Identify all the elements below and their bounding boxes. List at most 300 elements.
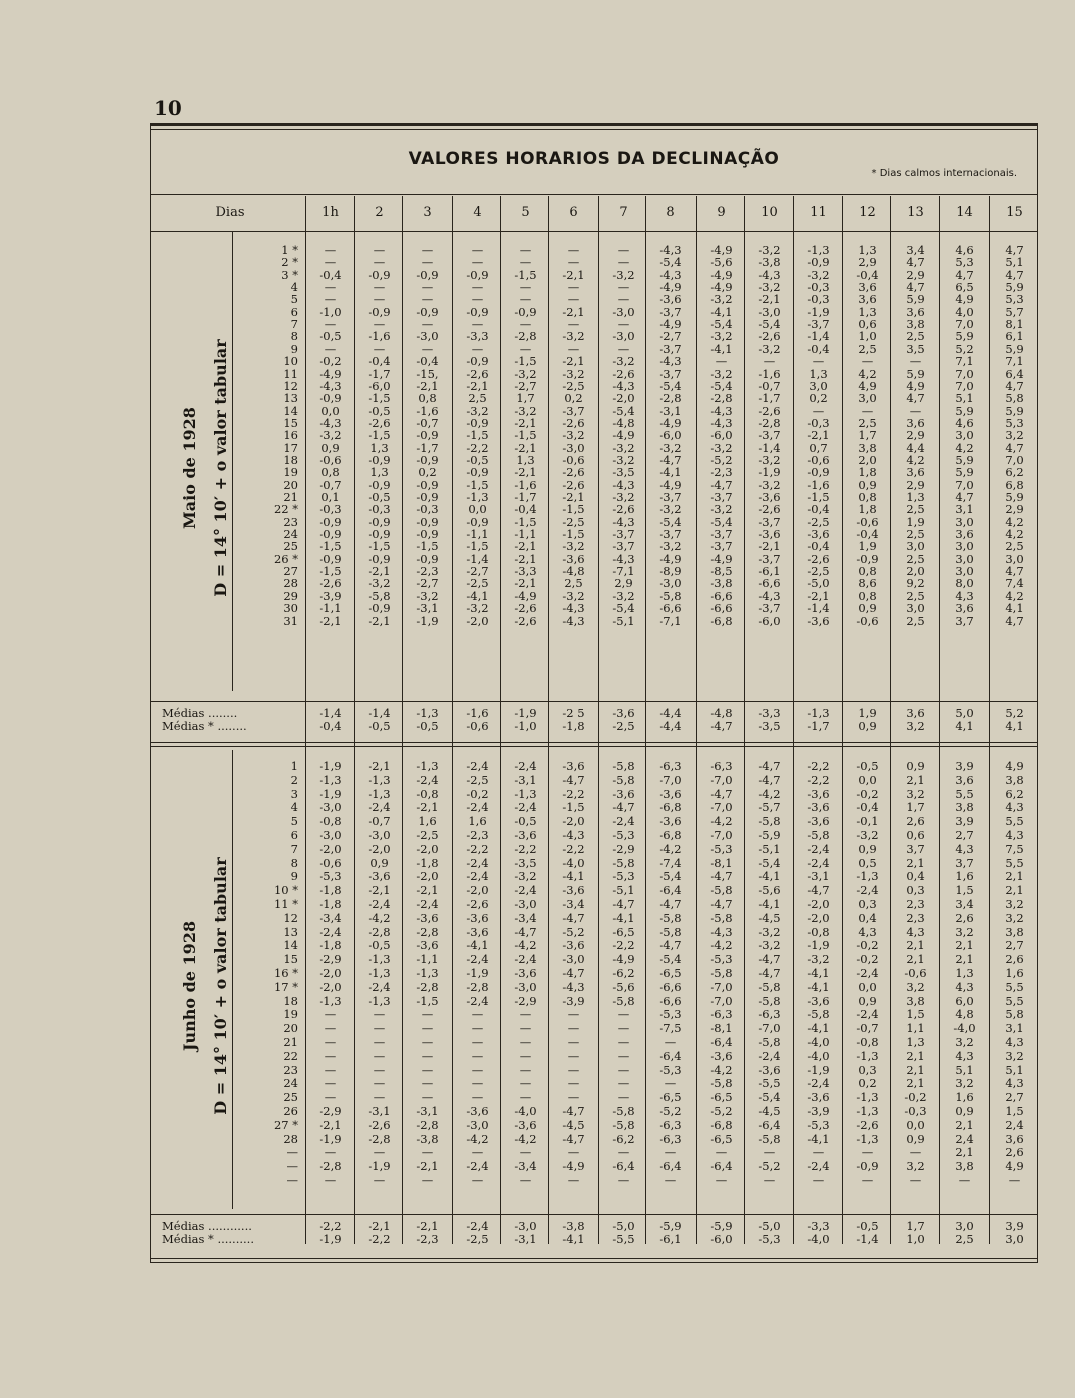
value-cell: -2,8 bbox=[710, 391, 733, 406]
value-cell: -3,0 bbox=[562, 440, 585, 455]
value-cell: 3,0 bbox=[1005, 551, 1024, 566]
value-cell: 8,6 bbox=[858, 576, 877, 591]
value-cell: 2,5 bbox=[1005, 539, 1024, 554]
value-cell: — bbox=[519, 1090, 532, 1105]
value-cell: -3,2 bbox=[466, 403, 489, 418]
day-cell: 11 bbox=[283, 366, 298, 381]
value-cell: -8,5 bbox=[710, 564, 733, 579]
day-cell: 31 bbox=[283, 613, 298, 628]
value-cell: -3,2 bbox=[710, 329, 733, 344]
value-cell: -2,2 bbox=[466, 440, 489, 455]
value-cell: -5,3 bbox=[807, 1117, 830, 1132]
value-cell: -2,6 bbox=[562, 477, 585, 492]
value-cell: 0,0 bbox=[858, 979, 877, 994]
value-cell: -8,1 bbox=[710, 1021, 733, 1036]
value-cell: -3,4 bbox=[562, 897, 585, 911]
value-cell: -1,4 bbox=[758, 440, 781, 455]
value-cell: 3,7 bbox=[955, 613, 974, 628]
value-cell: 1,3 bbox=[955, 966, 974, 980]
value-cell: -0,6 bbox=[562, 452, 585, 467]
value-cell: — bbox=[861, 354, 874, 369]
value-cell: -3,2 bbox=[710, 292, 733, 307]
mean-value-cell: -0,5 bbox=[368, 719, 391, 733]
value-cell: -2,1 bbox=[562, 490, 585, 504]
value-cell: -6,4 bbox=[659, 1048, 682, 1063]
value-cell: -1,6 bbox=[807, 477, 830, 492]
value-cell: 5,9 bbox=[1005, 490, 1024, 504]
value-cell: 0,9 bbox=[370, 855, 389, 870]
value-cell: 3,8 bbox=[955, 1159, 974, 1174]
value-cell: -0,5 bbox=[466, 452, 489, 467]
value-cell: -3,2 bbox=[612, 490, 635, 504]
value-cell: -2,6 bbox=[612, 502, 635, 517]
value-cell: 4,7 bbox=[1005, 564, 1024, 579]
value-cell: -0,3 bbox=[807, 415, 830, 430]
value-cell: 4,2 bbox=[1005, 514, 1024, 529]
value-cell: -3,7 bbox=[710, 539, 733, 554]
value-cell: 0,9 bbox=[858, 601, 877, 616]
section-divider bbox=[150, 742, 1037, 743]
value-cell: 3,0 bbox=[906, 539, 925, 554]
value-cell: 3,0 bbox=[955, 514, 974, 529]
value-cell: -4,3 bbox=[612, 514, 635, 529]
value-cell: — bbox=[715, 1145, 728, 1160]
value-cell: -5,8 bbox=[659, 910, 682, 925]
value-cell: 7,0 bbox=[955, 366, 974, 381]
mean-value-cell: -5,0 bbox=[612, 1219, 635, 1233]
value-cell: 1,9 bbox=[858, 539, 877, 554]
header-hour-2: 2 bbox=[375, 205, 384, 220]
value-cell: -1,7 bbox=[416, 440, 439, 455]
value-cell: -6,3 bbox=[758, 1007, 781, 1022]
value-cell: — bbox=[373, 1173, 386, 1187]
day-cell: 18 bbox=[283, 993, 298, 1008]
value-cell: -3,0 bbox=[659, 576, 682, 591]
value-cell: — bbox=[421, 1035, 434, 1049]
value-cell: — bbox=[617, 1021, 630, 1036]
value-cell: -4,7 bbox=[612, 897, 635, 911]
mean-value-cell: 3,0 bbox=[1005, 1232, 1024, 1246]
value-cell: — bbox=[471, 317, 484, 332]
value-cell: -5,6 bbox=[710, 255, 733, 270]
day-cell: 3 * bbox=[281, 267, 298, 282]
value-cell: -0,7 bbox=[416, 415, 439, 430]
value-cell: -6,8 bbox=[710, 1117, 733, 1132]
value-cell: — bbox=[617, 1035, 630, 1049]
value-cell: 5,9 bbox=[906, 366, 925, 381]
value-cell: -1,3 bbox=[856, 1090, 879, 1105]
value-cell: — bbox=[519, 255, 532, 270]
value-cell: -3,4 bbox=[514, 1159, 537, 1174]
value-cell: — bbox=[421, 292, 434, 307]
value-cell: -6,6 bbox=[758, 576, 781, 591]
value-cell: 1,1 bbox=[906, 1021, 925, 1036]
mean-value-cell: 2,5 bbox=[955, 1232, 974, 1246]
value-cell: 0,2 bbox=[418, 465, 437, 480]
value-cell: -3,0 bbox=[368, 828, 391, 842]
value-cell: -3,7 bbox=[758, 551, 781, 566]
value-cell: 3,8 bbox=[1005, 772, 1024, 787]
mean-value-cell: -5,9 bbox=[659, 1219, 682, 1233]
value-cell: — bbox=[421, 317, 434, 332]
day-cell: 4 bbox=[290, 800, 298, 815]
value-cell: -4,1 bbox=[807, 1131, 830, 1146]
value-cell: — bbox=[664, 1076, 677, 1091]
value-cell: 4,3 bbox=[955, 841, 974, 856]
value-cell: 3,8 bbox=[906, 993, 925, 1008]
value-cell: -1,3 bbox=[807, 243, 830, 257]
value-cell: -0,9 bbox=[319, 527, 342, 542]
day-cell: 24 bbox=[283, 527, 298, 542]
value-cell: -1,9 bbox=[319, 1131, 342, 1146]
value-cell: 1,7 bbox=[906, 800, 925, 815]
value-cell: 4,7 bbox=[1005, 378, 1024, 393]
value-cell: -5,4 bbox=[710, 378, 733, 393]
value-cell: -5,4 bbox=[758, 317, 781, 332]
value-cell: 2,6 bbox=[1005, 1145, 1024, 1160]
value-cell: -0,9 bbox=[368, 514, 391, 529]
value-cell: -3,6 bbox=[514, 828, 537, 842]
value-cell: -2,4 bbox=[612, 814, 635, 829]
value-cell: -3,6 bbox=[807, 527, 830, 542]
value-cell: -1,6 bbox=[416, 403, 439, 418]
value-cell: 2,1 bbox=[1005, 869, 1024, 884]
value-cell: — bbox=[471, 1035, 484, 1049]
value-cell: -7,0 bbox=[710, 800, 733, 815]
value-cell: -1,1 bbox=[416, 952, 439, 967]
value-cell: — bbox=[617, 341, 630, 356]
value-cell: -2,2 bbox=[612, 938, 635, 953]
value-cell: -2,0 bbox=[562, 814, 585, 829]
value-cell: 5,9 bbox=[1005, 403, 1024, 418]
value-cell: -5,8 bbox=[758, 814, 781, 829]
value-cell: -1,5 bbox=[562, 502, 585, 517]
day-cell: 12 bbox=[283, 910, 298, 925]
value-cell: -1,1 bbox=[466, 527, 489, 542]
value-cell: — bbox=[567, 1173, 580, 1187]
value-cell: -3,7 bbox=[612, 527, 635, 542]
value-cell: -4,8 bbox=[612, 415, 635, 430]
value-cell: -0,9 bbox=[416, 452, 439, 467]
value-cell: -4,0 bbox=[807, 1048, 830, 1063]
value-cell: 3,0 bbox=[955, 564, 974, 579]
value-cell: -0,4 bbox=[856, 527, 879, 542]
mean-value-cell: 4,1 bbox=[1005, 719, 1024, 733]
value-cell: -0,6 bbox=[319, 855, 342, 870]
mean-value-cell: -3,3 bbox=[807, 1219, 830, 1233]
value-cell: -0,3 bbox=[904, 1104, 927, 1118]
value-cell: -5,4 bbox=[758, 855, 781, 870]
header-hour-10: 10 bbox=[761, 205, 778, 220]
mean-value-cell: -4,7 bbox=[710, 719, 733, 733]
value-cell: -2,8 bbox=[514, 329, 537, 344]
value-cell: -3,2 bbox=[562, 428, 585, 443]
value-cell: 3,0 bbox=[858, 391, 877, 406]
value-cell: — bbox=[617, 243, 630, 257]
value-cell: 2,5 bbox=[906, 502, 925, 517]
value-cell: -6,0 bbox=[368, 378, 391, 393]
value-cell: -3,2 bbox=[807, 267, 830, 282]
calm-days-note: * Dias calmos internacionais. bbox=[871, 168, 1017, 179]
value-cell: — bbox=[567, 1021, 580, 1036]
value-cell: 3,2 bbox=[906, 1159, 925, 1174]
value-cell: — bbox=[617, 1062, 630, 1077]
value-cell: -0,9 bbox=[368, 477, 391, 492]
value-cell: 7,1 bbox=[1005, 354, 1024, 369]
value-cell: -5,8 bbox=[710, 910, 733, 925]
value-cell: 2,9 bbox=[906, 428, 925, 443]
mean-value-cell: -3,8 bbox=[562, 1219, 585, 1233]
value-cell: 0,4 bbox=[858, 910, 877, 925]
value-cell: -2,5 bbox=[416, 828, 439, 842]
value-cell: — bbox=[617, 255, 630, 270]
value-cell: — bbox=[567, 341, 580, 356]
value-cell: — bbox=[373, 1062, 386, 1077]
value-cell: -5,0 bbox=[807, 576, 830, 591]
value-cell: -3,2 bbox=[562, 588, 585, 603]
value-cell: -4,9 bbox=[659, 280, 682, 295]
value-cell: 3,9 bbox=[955, 814, 974, 829]
value-cell: 2,4 bbox=[955, 1131, 974, 1146]
value-cell: 2,7 bbox=[1005, 938, 1024, 953]
value-cell: -3,6 bbox=[416, 938, 439, 953]
value-cell: — bbox=[519, 1021, 532, 1036]
value-cell: -3,2 bbox=[758, 477, 781, 492]
value-cell: -5,6 bbox=[758, 883, 781, 898]
value-cell: 1,6 bbox=[468, 814, 487, 829]
mean-value-cell: -5,0 bbox=[758, 1219, 781, 1233]
value-cell: -5,8 bbox=[612, 772, 635, 787]
value-cell: — bbox=[471, 255, 484, 270]
mean-value-cell: -4,1 bbox=[562, 1232, 585, 1246]
value-cell: -0,4 bbox=[807, 341, 830, 356]
value-cell: -0,5 bbox=[368, 403, 391, 418]
value-cell: -4,8 bbox=[562, 564, 585, 579]
value-cell: -4,2 bbox=[514, 1131, 537, 1146]
value-cell: -4,7 bbox=[659, 938, 682, 953]
value-cell: -3,6 bbox=[562, 883, 585, 898]
mean-value-cell: 3,2 bbox=[906, 719, 925, 733]
value-cell: — bbox=[373, 1035, 386, 1049]
value-cell: 3,6 bbox=[955, 772, 974, 787]
value-cell: -4,7 bbox=[710, 477, 733, 492]
value-cell: 9,2 bbox=[906, 576, 925, 591]
mean-value-cell: 1,9 bbox=[858, 706, 877, 720]
value-cell: -1,5 bbox=[368, 539, 391, 554]
value-cell: 6,2 bbox=[1005, 786, 1024, 801]
value-cell: — bbox=[421, 1173, 434, 1187]
value-cell: 2,5 bbox=[906, 527, 925, 542]
value-cell: — bbox=[519, 1062, 532, 1077]
value-cell: -2,4 bbox=[466, 800, 489, 815]
value-cell: -2,7 bbox=[416, 576, 439, 591]
value-cell: — bbox=[373, 1076, 386, 1091]
value-cell: -5,6 bbox=[612, 979, 635, 994]
mean-value-cell: -4,0 bbox=[807, 1232, 830, 1246]
value-cell: — bbox=[471, 1173, 484, 1187]
day-cell: 9 bbox=[290, 869, 298, 884]
value-cell: 2,1 bbox=[955, 952, 974, 967]
value-cell: 2,7 bbox=[955, 828, 974, 842]
value-cell: -2,1 bbox=[514, 539, 537, 554]
value-cell: -5,4 bbox=[710, 514, 733, 529]
value-cell: -3,7 bbox=[659, 490, 682, 504]
value-cell: 3,7 bbox=[906, 841, 925, 856]
value-cell: 3,8 bbox=[858, 440, 877, 455]
value-cell: — bbox=[324, 1090, 337, 1105]
value-cell: — bbox=[664, 1035, 677, 1049]
value-cell: — bbox=[519, 292, 532, 307]
day-cell: 2 * bbox=[281, 255, 298, 270]
value-cell: -4,9 bbox=[710, 280, 733, 295]
value-cell: -4,1 bbox=[807, 1021, 830, 1036]
value-cell: 5,3 bbox=[1005, 292, 1024, 307]
mean-value-cell: 4,1 bbox=[955, 719, 974, 733]
value-cell: -4,0 bbox=[807, 1035, 830, 1049]
value-cell: -1,3 bbox=[856, 1104, 879, 1118]
day-cell: 19 bbox=[283, 1007, 298, 1022]
value-cell: -1,3 bbox=[368, 772, 391, 787]
value-cell: -0,3 bbox=[319, 502, 342, 517]
value-cell: -2,4 bbox=[514, 800, 537, 815]
day-cell: 21 bbox=[283, 1035, 298, 1049]
day-cell: 27 bbox=[283, 564, 298, 579]
value-cell: 1,5 bbox=[955, 883, 974, 898]
value-cell: 1,3 bbox=[370, 465, 389, 480]
value-cell: 2,9 bbox=[906, 267, 925, 282]
value-cell: -3,6 bbox=[758, 490, 781, 504]
value-cell: -2,4 bbox=[466, 952, 489, 967]
value-cell: 2,1 bbox=[955, 1145, 974, 1160]
frame-inner-bottom-rule bbox=[150, 1258, 1038, 1259]
value-cell: -4,2 bbox=[710, 814, 733, 829]
day-cell: 3 bbox=[290, 786, 298, 801]
value-cell: -4,1 bbox=[710, 341, 733, 356]
value-cell: -3,6 bbox=[562, 551, 585, 566]
value-cell: 3,6 bbox=[955, 527, 974, 542]
value-cell: -7,0 bbox=[758, 1021, 781, 1036]
header-hour-15: 15 bbox=[1006, 205, 1023, 220]
value-cell: -3,6 bbox=[514, 966, 537, 980]
value-cell: -4,7 bbox=[710, 869, 733, 884]
value-cell: -5,8 bbox=[758, 993, 781, 1008]
value-cell: -15, bbox=[416, 366, 439, 381]
value-cell: -1,9 bbox=[466, 966, 489, 980]
value-cell: 1,7 bbox=[516, 391, 535, 406]
value-cell: — bbox=[519, 1035, 532, 1049]
value-cell: -1,5 bbox=[368, 391, 391, 406]
value-cell: -2,8 bbox=[416, 979, 439, 994]
value-cell: -1,3 bbox=[514, 786, 537, 801]
value-cell: 0,0 bbox=[906, 1117, 925, 1132]
day-cell: 9 bbox=[290, 341, 298, 356]
value-cell: 4,2 bbox=[1005, 588, 1024, 603]
frame-inner-top-rule bbox=[150, 129, 1038, 130]
value-cell: -2,1 bbox=[514, 415, 537, 430]
value-cell: -2,4 bbox=[466, 869, 489, 884]
value-cell: — bbox=[373, 341, 386, 356]
value-cell: 1,3 bbox=[516, 452, 535, 467]
value-cell: -4,1 bbox=[466, 588, 489, 603]
value-cell: -6,6 bbox=[659, 979, 682, 994]
value-cell: -4,2 bbox=[758, 786, 781, 801]
value-cell: 5,5 bbox=[1005, 993, 1024, 1008]
value-cell: -6,8 bbox=[659, 800, 682, 815]
value-cell: -3,6 bbox=[659, 786, 682, 801]
value-cell: -0,4 bbox=[807, 502, 830, 517]
value-cell: -6,0 bbox=[710, 428, 733, 443]
value-cell: -0,9 bbox=[466, 465, 489, 480]
value-cell: -4,2 bbox=[710, 938, 733, 953]
value-cell: 4,9 bbox=[858, 378, 877, 393]
value-cell: -3,7 bbox=[710, 527, 733, 542]
value-cell: -0,8 bbox=[319, 814, 342, 829]
value-cell: -4,1 bbox=[758, 897, 781, 911]
value-cell: 2,1 bbox=[906, 772, 925, 787]
value-cell: -0,9 bbox=[416, 428, 439, 443]
value-cell: 3,2 bbox=[955, 1076, 974, 1091]
value-cell: — bbox=[421, 341, 434, 356]
value-cell: — bbox=[471, 1021, 484, 1036]
value-cell: — bbox=[519, 1007, 532, 1022]
header-hour-8: 8 bbox=[666, 205, 675, 220]
value-cell: 2,1 bbox=[906, 1076, 925, 1091]
value-cell: -5,4 bbox=[758, 1090, 781, 1105]
day-cell: 25 bbox=[283, 539, 298, 554]
value-cell: — bbox=[617, 1048, 630, 1063]
value-cell: 3,6 bbox=[1005, 1131, 1024, 1146]
value-cell: -7,0 bbox=[710, 772, 733, 787]
value-cell: -1,3 bbox=[856, 1048, 879, 1063]
value-cell: -2,6 bbox=[368, 415, 391, 430]
value-cell: 2,5 bbox=[564, 576, 583, 591]
value-cell: — bbox=[958, 1173, 971, 1187]
value-cell: -2,1 bbox=[368, 883, 391, 898]
value-cell: — bbox=[471, 1048, 484, 1063]
value-cell: 3,2 bbox=[955, 1035, 974, 1049]
value-cell: — bbox=[715, 1173, 728, 1187]
value-cell: -3,2 bbox=[562, 366, 585, 381]
value-cell: — bbox=[567, 1076, 580, 1091]
value-cell: 3,4 bbox=[955, 897, 974, 911]
label-column-rule-2 bbox=[232, 750, 233, 1209]
value-cell: -3,7 bbox=[562, 403, 585, 418]
day-cell: 22 bbox=[283, 1048, 298, 1063]
day-cell: 27 * bbox=[273, 1117, 298, 1132]
mean-value-cell: -2,5 bbox=[466, 1232, 489, 1246]
mean-value-cell: -1,9 bbox=[319, 1232, 342, 1246]
day-cell: 10 bbox=[283, 354, 298, 369]
value-cell: -1,9 bbox=[319, 786, 342, 801]
day-cell: 25 bbox=[283, 1090, 298, 1105]
value-cell: -0,9 bbox=[416, 477, 439, 492]
mean-value-cell: -1,9 bbox=[514, 706, 537, 720]
value-cell: -5,4 bbox=[612, 601, 635, 616]
means-label: Médias * ........ bbox=[162, 719, 247, 733]
value-cell: -6,2 bbox=[612, 966, 635, 980]
value-cell: -3,2 bbox=[368, 576, 391, 591]
value-cell: -2,7 bbox=[659, 329, 682, 344]
value-cell: 0,8 bbox=[858, 588, 877, 603]
header-hour-12: 12 bbox=[859, 205, 876, 220]
means-label: Médias ........ bbox=[162, 706, 238, 720]
mean-value-cell: -1,4 bbox=[319, 706, 342, 720]
value-cell: -6,8 bbox=[710, 613, 733, 628]
value-cell: 3,6 bbox=[906, 415, 925, 430]
value-cell: -2,3 bbox=[416, 564, 439, 579]
value-cell: -1,6 bbox=[514, 477, 537, 492]
value-cell: -4,9 bbox=[319, 366, 342, 381]
